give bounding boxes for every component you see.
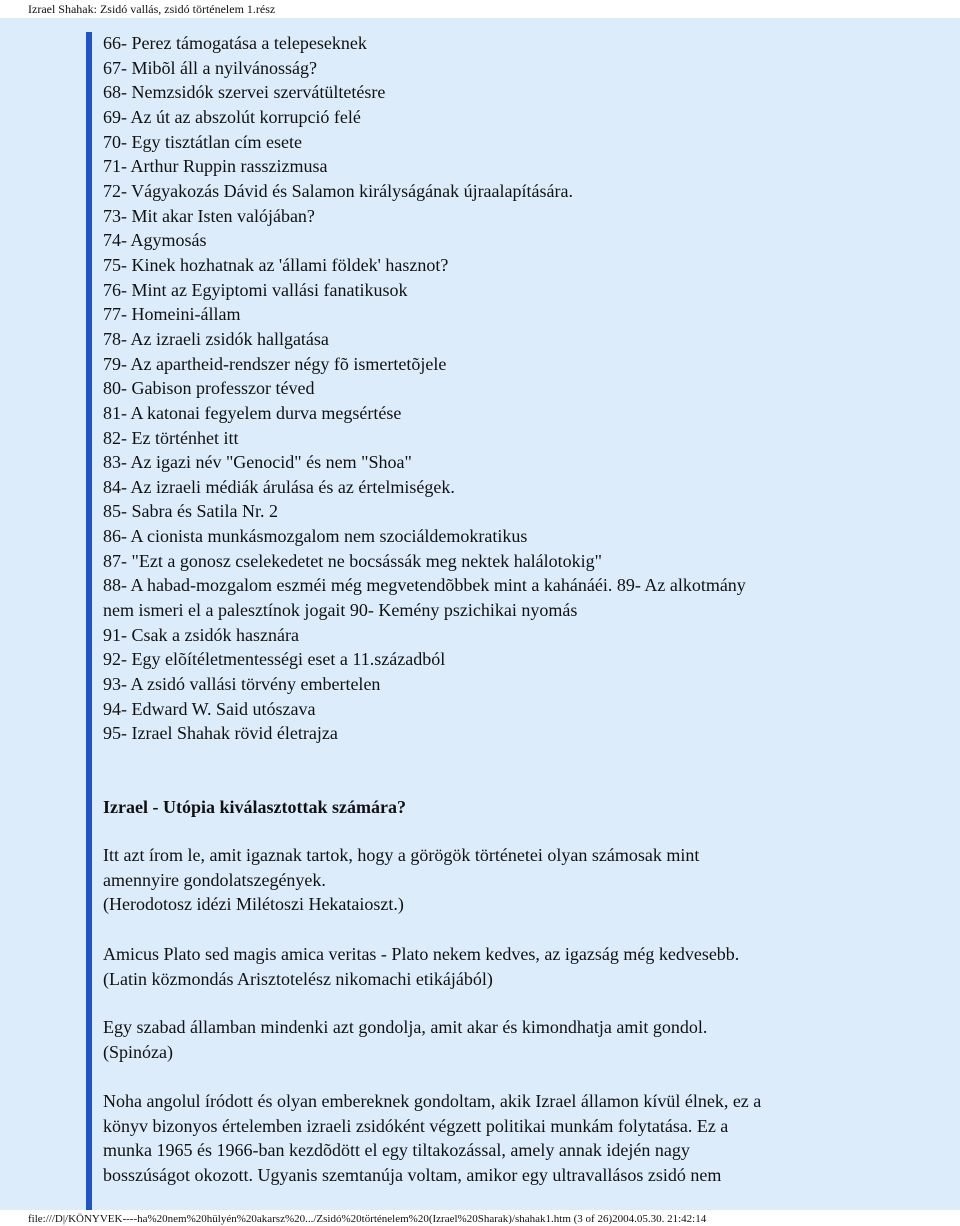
browser-print-footer	[0, 1210, 960, 1226]
toc-item: 76- Mint az Egyiptomi vallási fanatikusok	[103, 279, 408, 300]
toc-item: 74- Agymosás	[103, 230, 207, 251]
blockquote-bar	[86, 32, 92, 1210]
quote-spinoza	[103, 1015, 948, 1064]
browser-print-header	[0, 0, 960, 18]
quote-herodotus	[103, 843, 948, 917]
toc-item: 71- Arthur Ruppin rasszizmusa	[103, 156, 328, 177]
toc-item: 72- Vágyakozás Dávid és Salamon királyságának újraalapítására.	[103, 180, 573, 201]
quote-line: (Spinóza)	[103, 1041, 173, 1062]
toc-item: 94- Edward W. Said utószava	[103, 698, 316, 719]
paragraph-line: Noha angolul íródott és olyan embereknek gondoltam, akik Izrael államon kívül élnek, ez a	[103, 1091, 762, 1111]
toc-item: 88- A habad-mozgalom eszméi még megvetendõbbek mint a kahánáéi. 89- Az alkotmány	[103, 575, 746, 596]
section-heading: Izrael - Utópia kiválasztottak számára?	[103, 797, 406, 817]
footer-file-path: file:///D|/KÖNYVEK----ha%20nem%20hülyén%20akarsz%20.../Zsidó%20történelem%20(Izrael%20Sharak)/shahak1.htm (3 of 26)2004.05.30. 21:42:14	[28, 1213, 707, 1225]
quote-line: (Herodotosz idézi Milétoszi Hekataioszt.)	[103, 894, 404, 915]
toc-item: 83- Az igazi név "Genocid" és nem "Shoa"	[103, 452, 412, 473]
toc-item: 70- Egy tisztátlan cím esete	[103, 131, 302, 152]
quote-line: Egy szabad államban mindenki azt gondolja, amit akar és kimondhatja amit gondol.	[103, 1017, 708, 1037]
paragraph-line: bosszúságot okozott. Ugyanis szemtanúja voltam, amikor egy ultravallásos zsidó nem	[103, 1165, 722, 1186]
toc-item: 87- "Ezt a gonosz cselekedetet ne bocsássák meg nektek halálotokig"	[103, 550, 603, 571]
intro-paragraph	[103, 1089, 948, 1188]
toc-item: nem ismeri el a palesztínok jogait 90- Kemény pszichikai nyomás	[103, 600, 578, 621]
toc-item: 68- Nemzsidók szervei szervátültetésre	[103, 82, 386, 103]
table-of-contents	[103, 31, 948, 746]
paragraph-line: munka 1965 és 1966-ban kezdõdött el egy tiltakozással, amely annak idején nagy	[103, 1140, 690, 1161]
toc-item: 77- Homeini-állam	[103, 304, 241, 325]
quote-plato	[103, 942, 948, 991]
toc-item: 78- Az izraeli zsidók hallgatása	[103, 328, 329, 349]
quote-line: (Latin közmondás Arisztotelész nikomachi etikájából)	[103, 968, 493, 989]
toc-item: 92- Egy elõítéletmentességi eset a 11.századból	[103, 649, 446, 670]
document-page	[0, 18, 960, 1210]
paragraph-line: könyv bizonyos értelemben izraeli zsidóként végzett politikai munkám folytatása. Ez a	[103, 1115, 729, 1136]
toc-item: 84- Az izraeli médiák árulása és az értelmiségek.	[103, 476, 455, 497]
quote-line: Itt azt írom le, amit igaznak tartok, hogy a görögök történetei olyan számosak mint	[103, 845, 700, 865]
toc-item: 73- Mit akar Isten valójában?	[103, 205, 315, 226]
toc-item: 80- Gabison professzor téved	[103, 378, 315, 399]
toc-item: 69- Az út az abszolút korrupció felé	[103, 106, 361, 127]
toc-item: 75- Kinek hozhatnak az 'állami földek' hasznot?	[103, 254, 449, 275]
toc-item: 86- A cionista munkásmozgalom nem szociáldemokratikus	[103, 526, 528, 547]
toc-item: 81- A katonai fegyelem durva megsértése	[103, 402, 402, 423]
quote-line: Amicus Plato sed magis amica veritas - Plato nekem kedves, az igazság még kedvesebb.	[103, 944, 740, 964]
toc-item: 91- Csak a zsidók hasznára	[103, 624, 299, 645]
toc-item: 66- Perez támogatása a telepeseknek	[103, 33, 367, 53]
toc-item: 79- Az apartheid-rendszer négy fõ ismertetõjele	[103, 353, 447, 374]
toc-item: 93- A zsidó vallási törvény embertelen	[103, 674, 381, 695]
toc-item: 95- Izrael Shahak rövid életrajza	[103, 723, 338, 744]
quote-line: amennyire gondolatszegények.	[103, 869, 326, 890]
toc-item: 67- Mibõl áll a nyilvánosság?	[103, 57, 317, 78]
toc-item: 85- Sabra és Satila Nr. 2	[103, 501, 278, 522]
toc-item: 82- Ez történhet itt	[103, 427, 239, 448]
page-header-title: Izrael Shahak: Zsidó vallás, zsidó történelem 1.rész	[28, 2, 276, 16]
